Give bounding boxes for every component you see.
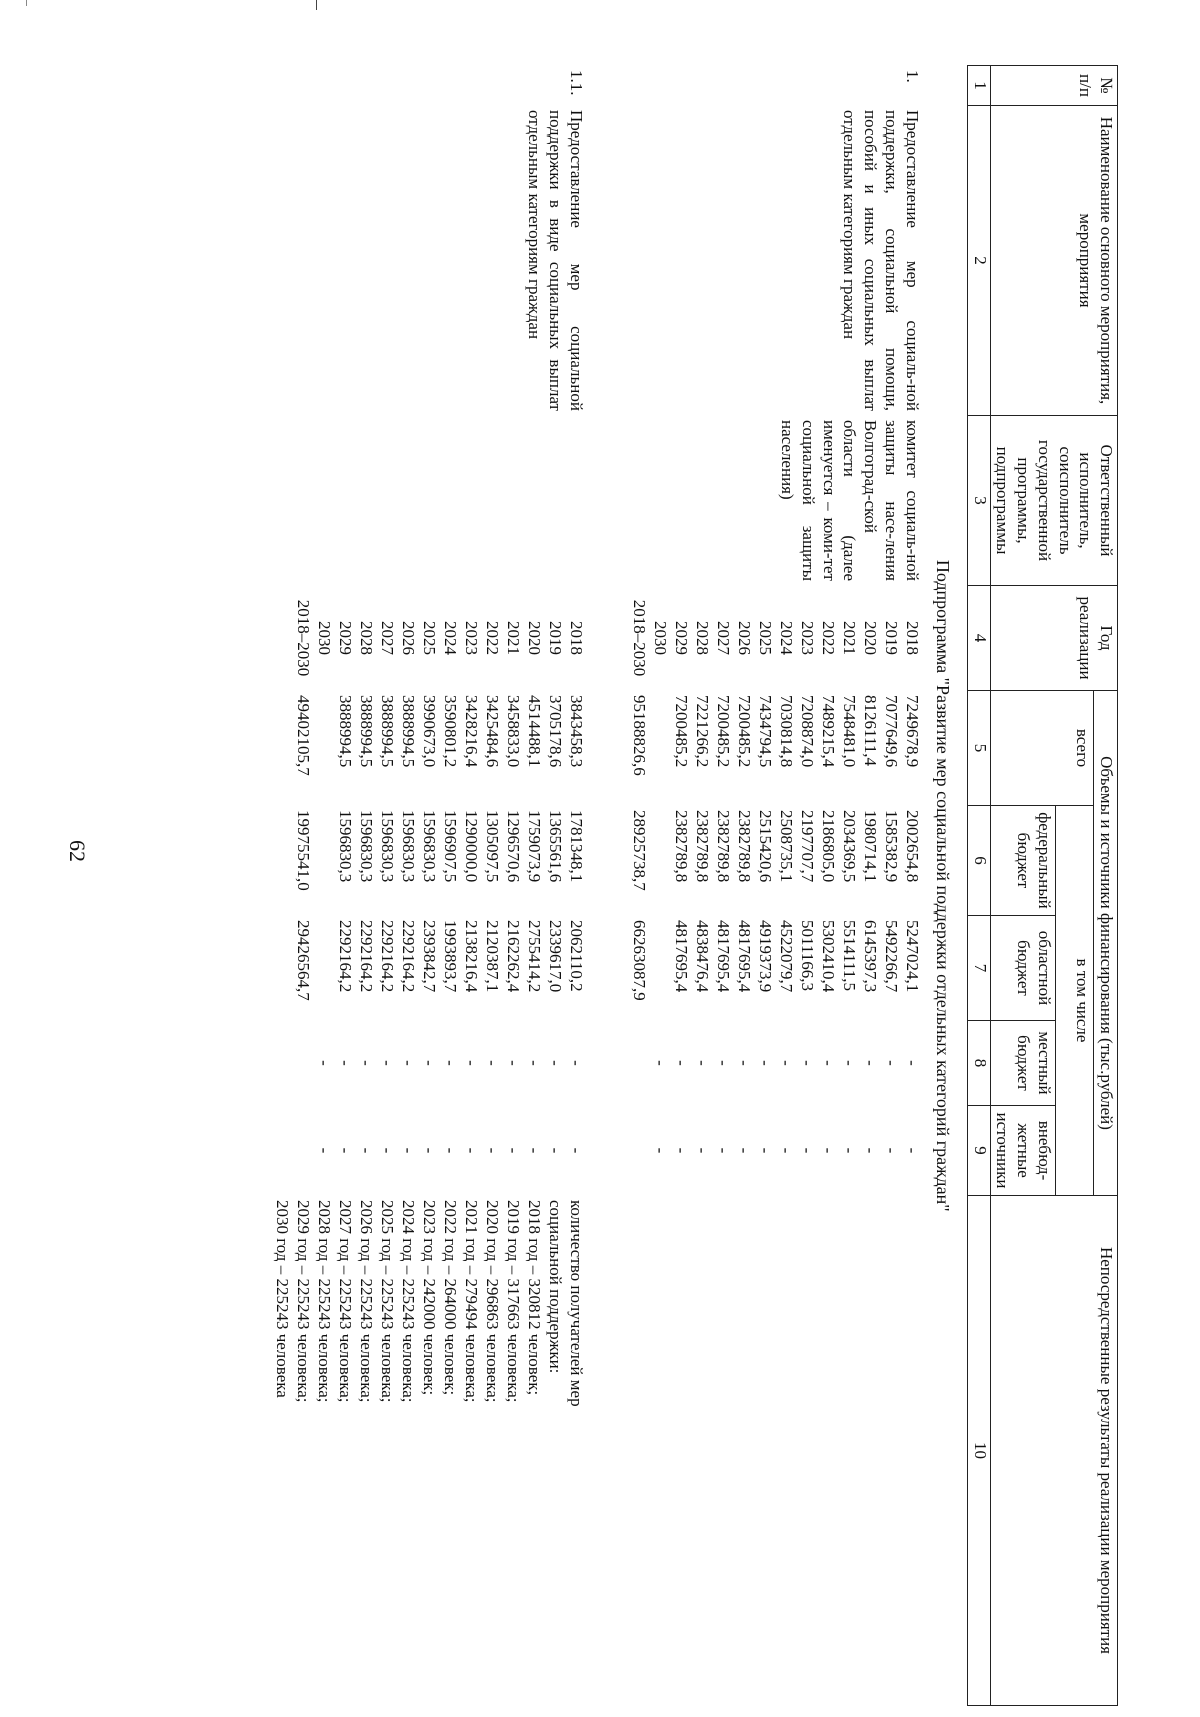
column-number-row (967, 66, 990, 1706)
list-value: - (776, 1060, 796, 1066)
list-value: 2002654,8 (902, 810, 922, 883)
list-value: 1296570,6 (503, 810, 523, 883)
list-value: - (545, 1147, 565, 1154)
extra-list (270, 1106, 587, 1196)
list-value: 1980714,1 (860, 810, 880, 883)
col-number: 8 (967, 1021, 990, 1106)
list-value: 4817695,4 (734, 920, 754, 993)
list-value: 1759073,9 (524, 810, 544, 883)
federal-list (627, 806, 923, 916)
col-number: 1 (967, 66, 990, 106)
list-value: 19975541,0 (293, 810, 313, 891)
list-value: 2292164,2 (398, 920, 418, 993)
list-value: 4514488,1 (524, 695, 544, 768)
col-number: 2 (967, 106, 990, 416)
list-value: 49402105,7 (293, 695, 313, 776)
header-regional: областной бюджет (990, 916, 1055, 1021)
list-value: 95188826,6 (629, 695, 649, 776)
list-value: 4817695,4 (713, 920, 733, 993)
list-value: 1596830,3 (377, 810, 397, 883)
list-value: 5492266,7 (881, 920, 901, 993)
list-value: 1596830,3 (419, 810, 439, 883)
activity-name: Предоставление мер социаль-ной поддержки, социальной помощи, пособий и иных социальных выплат отдельным категориям граждан (840, 110, 922, 411)
list-value: - (818, 1147, 838, 1154)
col-number: 6 (967, 806, 990, 916)
list-value: - (314, 1060, 334, 1066)
col-number: 10 (967, 1196, 990, 1706)
executor: комитет социаль-ной защиты насе-ления Волгоград-ской области (далее именуется – коми-тет социальной защиты населения) (778, 420, 922, 581)
list-value: - (524, 1147, 544, 1154)
rotated-table-page (98, 65, 1118, 1705)
list-value: 2018–2030 (629, 599, 649, 677)
list-value: 2162262,4 (503, 920, 523, 993)
page-number: 62 (65, 840, 90, 862)
list-value: 7077649,6 (881, 695, 901, 768)
list-value: 2029 (671, 621, 691, 655)
list-value: 66263087,9 (629, 920, 649, 1001)
list-value: 3705178,6 (545, 695, 565, 768)
list-value: - (440, 1060, 460, 1066)
list-value: 3888994,5 (356, 695, 376, 768)
list-value: - (503, 1147, 523, 1154)
list-value: 5514111,5 (839, 920, 859, 991)
years-list (270, 586, 587, 691)
list-value: 2292164,2 (377, 920, 397, 993)
list-value: 2020 год – 296863 человека; (482, 1200, 502, 1403)
list-value: - (398, 1147, 418, 1154)
list-value: 2292164,2 (356, 920, 376, 993)
list-value: 2027 (713, 621, 733, 655)
list-value: 1290000,0 (461, 810, 481, 883)
header-local: местный бюджет (990, 1021, 1055, 1106)
header-total: всего (990, 691, 1094, 806)
list-value: - (650, 1060, 670, 1066)
list-value: 2755414,2 (524, 920, 544, 993)
list-value: 2030 (650, 621, 670, 655)
executor (270, 416, 587, 586)
table-row (627, 66, 923, 1706)
total-list (627, 691, 923, 806)
subprogram-title: Подпрограмма "Развитие мер социальной поддержки отдельных категорий граждан" (932, 559, 953, 1212)
header-federal: федеральный бюджет (990, 806, 1055, 916)
header-extra: внебюд-жетные источники (990, 1106, 1055, 1196)
list-value: - (713, 1060, 733, 1066)
list-value: - (671, 1060, 691, 1066)
list-value: 2022 год – 264000 человек; (440, 1200, 460, 1396)
list-value (628, 1110, 649, 1191)
list-value: 2024 год – 225243 человека; (398, 1200, 418, 1403)
list-value: 7249678,9 (902, 695, 922, 768)
list-value: - (881, 1147, 901, 1154)
regional-list (627, 916, 923, 1021)
list-value: - (797, 1147, 817, 1154)
list-value: 2025 (419, 621, 439, 655)
list-value: - (839, 1147, 859, 1154)
list-value: 2026 год – 225243 человека; (356, 1200, 376, 1403)
table-row (270, 66, 587, 1706)
list-value: - (419, 1147, 439, 1154)
list-value: 2030 год – 225243 человека (272, 1200, 292, 1398)
list-value: 1305097,5 (482, 810, 502, 883)
header-year: Год реализации (990, 586, 1117, 691)
list-value: 7221266,2 (692, 695, 712, 768)
col-number: 9 (967, 1106, 990, 1196)
list-value: 3888994,5 (377, 695, 397, 768)
list-value: 3888994,5 (335, 695, 355, 768)
list-value: 2021 год – 279494 человека; (461, 1200, 481, 1403)
list-value: 2020 (860, 621, 880, 655)
header-results: Непосредственные результаты реализации мероприятия (990, 1196, 1117, 1706)
list-value: 2021 (839, 621, 859, 655)
regional-list (270, 916, 587, 1021)
list-value: 2029 год – 225243 человека; (293, 1200, 313, 1403)
list-value: - (440, 1147, 460, 1154)
list-value: 3425484,6 (482, 695, 502, 768)
list-value: - (650, 1147, 670, 1154)
list-value: 2034369,5 (839, 810, 859, 883)
list-value: - (356, 1147, 376, 1154)
list-value: - (902, 1147, 922, 1154)
list-value: 2138216,4 (461, 920, 481, 993)
results-list (627, 1196, 923, 1706)
extra-list (627, 1106, 923, 1196)
list-value: 2018 (902, 621, 922, 655)
list-value: 2023 (461, 621, 481, 655)
list-value: 5302410,4 (818, 920, 838, 993)
list-value: - (692, 1147, 712, 1154)
list-value: 2292164,2 (335, 920, 355, 993)
list-value: 2026 (734, 621, 754, 655)
list-value (649, 810, 670, 911)
list-value: 1596830,3 (335, 810, 355, 883)
list-value: - (566, 1147, 586, 1154)
results-list (270, 1196, 587, 1706)
list-value: 1585382,9 (881, 810, 901, 883)
list-value: 7548481,0 (839, 695, 859, 768)
header-including: в том числе (1055, 806, 1093, 1196)
list-value: 2027 год – 225243 человека; (335, 1200, 355, 1403)
list-value: - (398, 1060, 418, 1066)
list-value: 5011166,3 (797, 920, 817, 991)
list-value: 7200485,2 (713, 695, 733, 768)
list-value: - (776, 1147, 796, 1154)
financing-table (270, 65, 1118, 1706)
scan-edge-mark (316, 0, 317, 10)
years-list (627, 586, 923, 691)
list-value: 2027 (377, 621, 397, 655)
list-value: 3458833,0 (503, 695, 523, 768)
list-value: 2020 (524, 621, 544, 655)
list-value: 7434794,5 (755, 695, 775, 768)
col-number: 7 (967, 916, 990, 1021)
list-value: 3428216,4 (461, 695, 481, 768)
list-value: 2515420,6 (755, 810, 775, 883)
list-value: количество получателей мер (566, 1200, 586, 1407)
list-value: 1596830,3 (356, 810, 376, 883)
list-value: - (335, 1060, 355, 1066)
list-value: 1596907,5 (440, 810, 460, 883)
list-value (649, 920, 670, 1016)
list-value: 2030 (314, 621, 334, 655)
list-value: - (839, 1060, 859, 1066)
list-value: 4838476,4 (692, 920, 712, 993)
scan-edge-mark-small (26, 0, 27, 6)
list-value: 7208874,0 (797, 695, 817, 768)
list-value: 2028 (356, 621, 376, 655)
col-number: 4 (967, 586, 990, 691)
list-value: 2025 год – 225243 человека; (377, 1200, 397, 1403)
list-value: 8126111,4 (860, 695, 880, 766)
list-value: - (734, 1147, 754, 1154)
list-value: 4817695,4 (671, 920, 691, 993)
list-value: 2022 (818, 621, 838, 655)
list-value: - (482, 1147, 502, 1154)
list-value: 2019 год – 317663 человека; (503, 1200, 523, 1403)
list-value: 2382789,8 (671, 810, 691, 883)
list-value: 2026 (398, 621, 418, 655)
list-value: 1365561,6 (545, 810, 565, 883)
header-executor: Ответственный исполнитель, соисполнитель государственной программы, подпрограммы (990, 416, 1117, 586)
row-number: 1. (902, 70, 922, 83)
list-value: - (860, 1147, 880, 1154)
list-value: - (461, 1060, 481, 1066)
list-value: 3888994,5 (398, 695, 418, 768)
list-value: - (503, 1060, 523, 1066)
list-value: 2029 (335, 621, 355, 655)
list-value (313, 695, 334, 801)
list-value: 2197707,7 (797, 810, 817, 883)
list-value: - (713, 1147, 733, 1154)
col-number: 3 (967, 416, 990, 586)
local-list (270, 1021, 587, 1106)
list-value: - (356, 1060, 376, 1066)
list-value: 2021 (503, 621, 523, 655)
list-value (292, 1025, 313, 1101)
list-value: - (524, 1060, 544, 1066)
list-value: 28925738,7 (629, 810, 649, 891)
list-value: 1781348,1 (566, 810, 586, 883)
list-value: 2382789,8 (713, 810, 733, 883)
list-value: - (335, 1147, 355, 1154)
list-value: 7030814,8 (776, 695, 796, 768)
list-value: 2019 (545, 621, 565, 655)
list-value: 2120387,1 (482, 920, 502, 993)
list-value: 2393842,7 (419, 920, 439, 993)
list-value (292, 1110, 313, 1191)
list-value: - (755, 1147, 775, 1154)
list-value: 7200485,2 (671, 695, 691, 768)
header-volume: Объемы и источники финансирования (тыс.рублей) (1094, 691, 1118, 1196)
list-value: 1596830,3 (398, 810, 418, 883)
list-value: 1993893,7 (440, 920, 460, 993)
list-value: 2018 год – 320812 человек; (524, 1200, 544, 1396)
list-value: 2062110,2 (566, 920, 586, 992)
list-value: - (692, 1060, 712, 1066)
list-value: социальной поддержки: (545, 1200, 565, 1374)
local-list (627, 1021, 923, 1106)
list-value: - (797, 1060, 817, 1066)
list-value: 2028 (692, 621, 712, 655)
list-value: - (314, 1147, 334, 1154)
list-value: - (755, 1060, 775, 1066)
list-value: - (377, 1147, 397, 1154)
activity-name: Предоставление мер социальной поддержки в виде социальных выплат отдельным категориям граждан (525, 110, 586, 411)
list-value: - (377, 1060, 397, 1066)
list-value: 4522079,7 (776, 920, 796, 993)
header-name: Наименование основного мероприятия, мероприятия (990, 106, 1117, 416)
list-value: - (902, 1060, 922, 1066)
total-list (270, 691, 587, 806)
list-value: - (734, 1060, 754, 1066)
header-num: № п/п (990, 66, 1117, 106)
list-value: 5247024,1 (902, 920, 922, 993)
list-value: 29426564,7 (293, 920, 313, 1001)
list-value (649, 695, 670, 801)
list-value: - (860, 1060, 880, 1066)
row-number: 1.1. (566, 70, 586, 96)
list-value: 2019 (881, 621, 901, 655)
federal-list (270, 806, 587, 916)
list-value: 2018–2030 (293, 599, 313, 677)
list-value: 3590801,2 (440, 695, 460, 768)
list-value: 2028 год – 225243 человека; (314, 1200, 334, 1403)
list-value: 2024 (776, 621, 796, 655)
list-value: - (671, 1147, 691, 1154)
list-value: 2382789,8 (692, 810, 712, 883)
list-value: 2186805,0 (818, 810, 838, 883)
list-value: - (482, 1060, 502, 1066)
list-value: 3843458,3 (566, 695, 586, 768)
list-value (313, 920, 334, 1016)
list-value: - (566, 1060, 586, 1066)
list-value: - (419, 1060, 439, 1066)
list-value: 2018 (566, 621, 586, 655)
list-value: 2508735,1 (776, 810, 796, 883)
list-value: 7200485,2 (734, 695, 754, 768)
list-value: 6145397,3 (860, 920, 880, 993)
list-value: 2024 (440, 621, 460, 655)
list-value: 3990673,0 (419, 695, 439, 768)
list-value: 2023 (797, 621, 817, 655)
list-value: - (545, 1060, 565, 1066)
list-value (628, 1025, 649, 1101)
list-value: 2382789,8 (734, 810, 754, 883)
list-value: 7489215,4 (818, 695, 838, 768)
list-value: - (818, 1060, 838, 1066)
list-value: 4919373,9 (755, 920, 775, 993)
list-value: 2339617,0 (545, 920, 565, 993)
list-value: - (461, 1147, 481, 1154)
list-value: - (881, 1060, 901, 1066)
list-value (313, 810, 334, 911)
list-value: 2023 год – 242000 человек; (419, 1200, 439, 1396)
col-number: 5 (967, 691, 990, 806)
list-value: 2022 (482, 621, 502, 655)
list-value: 2025 (755, 621, 775, 655)
